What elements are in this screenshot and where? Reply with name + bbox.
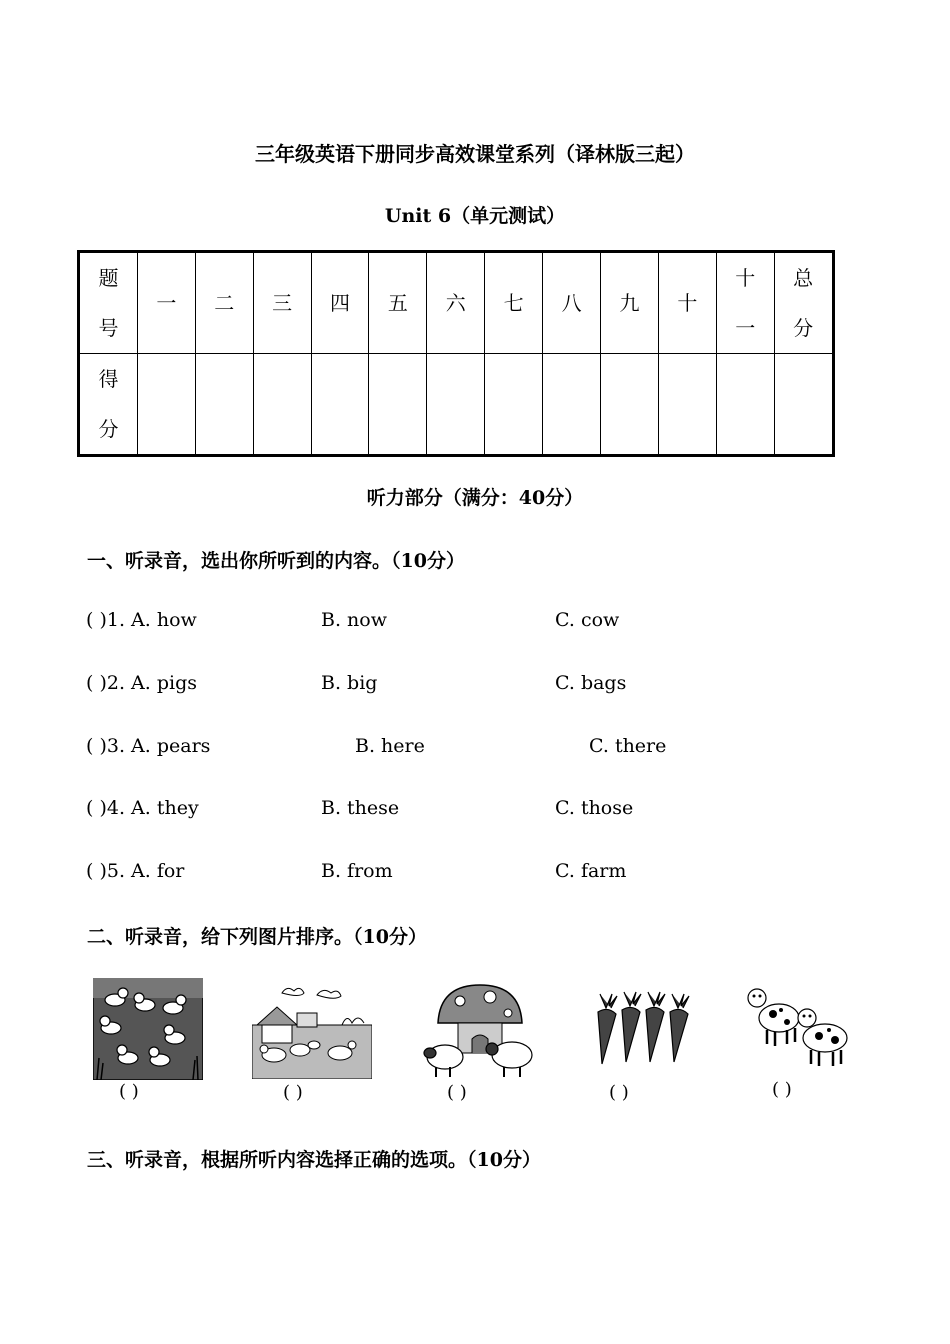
section-1-title: 一、听录音，选出你所听到的内容。（10分） — [87, 550, 465, 572]
picture-2-answer-blank[interactable]: ( ) — [283, 1082, 303, 1103]
score-table-col-11: 十 一 — [716, 252, 774, 354]
picture-1-answer-blank[interactable]: ( ) — [119, 1081, 139, 1102]
score-table-col-4: 四 — [311, 252, 369, 354]
question-4-a: ( )4. A. they — [86, 797, 199, 819]
score-table-col-total: 总 分 — [774, 252, 833, 354]
score-input-cell[interactable] — [543, 354, 601, 456]
score-input-cell[interactable] — [137, 354, 195, 456]
question-3-a: ( )3. A. pears — [86, 735, 211, 757]
question-4-b: B. these — [321, 797, 400, 819]
score-input-cell[interactable] — [427, 354, 485, 456]
score-table-col-8: 八 — [543, 252, 601, 354]
score-table-col-3: 三 — [253, 252, 311, 354]
question-1-b: B. now — [321, 609, 387, 631]
score-input-cell[interactable] — [369, 354, 427, 456]
question-3-c: C. there — [589, 735, 667, 757]
score-input-cell[interactable] — [601, 354, 659, 456]
listening-header: 听力部分（满分：40分） — [366, 487, 584, 509]
question-3-b: B. here — [355, 735, 425, 757]
picture-5-answer-blank[interactable]: ( ) — [772, 1079, 792, 1100]
section-2-title: 二、听录音，给下列图片排序。（10分） — [87, 926, 427, 948]
score-table-score-label: 得 分 — [79, 354, 138, 456]
document-title: 三年级英语下册同步高效课堂系列（译林版三起） — [255, 142, 695, 166]
score-input-cell[interactable] — [195, 354, 253, 456]
question-2-b: B. big — [321, 672, 378, 694]
score-table-col-7: 七 — [485, 252, 543, 354]
question-2-a: ( )2. A. pigs — [86, 672, 197, 694]
score-table-col-2: 二 — [195, 252, 253, 354]
score-table-header-row — [79, 252, 834, 354]
score-input-cell[interactable] — [774, 354, 833, 456]
score-table-score-row — [79, 354, 834, 456]
score-table — [77, 250, 835, 457]
score-table-col-6: 六 — [427, 252, 485, 354]
score-input-cell[interactable] — [658, 354, 716, 456]
question-1-a: ( )1. A. how — [86, 609, 197, 631]
score-table-col-10: 十 — [658, 252, 716, 354]
score-table-col-9: 九 — [601, 252, 659, 354]
carrots-picture — [592, 990, 698, 1066]
question-4-c: C. those — [555, 797, 634, 819]
question-5-c: C. farm — [555, 860, 627, 882]
score-table-col-5: 五 — [369, 252, 427, 354]
picture-4-answer-blank[interactable]: ( ) — [609, 1082, 629, 1103]
question-1-c: C. cow — [555, 609, 620, 631]
cows-picture — [745, 982, 860, 1068]
section-3-title: 三、听录音，根据所听内容选择正确的选项。（10分） — [87, 1149, 541, 1171]
score-input-cell[interactable] — [485, 354, 543, 456]
score-input-cell[interactable] — [311, 354, 369, 456]
ducks-pond-picture — [93, 978, 203, 1080]
question-5-a: ( )5. A. for — [86, 860, 185, 882]
score-table-col-1: 一 — [137, 252, 195, 354]
score-table-label-cell: 题 号 — [79, 252, 138, 354]
score-input-cell[interactable] — [716, 354, 774, 456]
unit-subtitle: Unit 6（单元测试） — [384, 205, 566, 227]
question-2-c: C. bags — [555, 672, 627, 694]
score-input-cell[interactable] — [253, 354, 311, 456]
sheep-mushroom-house-picture — [420, 983, 538, 1081]
question-5-b: B. from — [321, 860, 393, 882]
picture-3-answer-blank[interactable]: ( ) — [447, 1082, 467, 1103]
farm-picture — [252, 985, 372, 1079]
